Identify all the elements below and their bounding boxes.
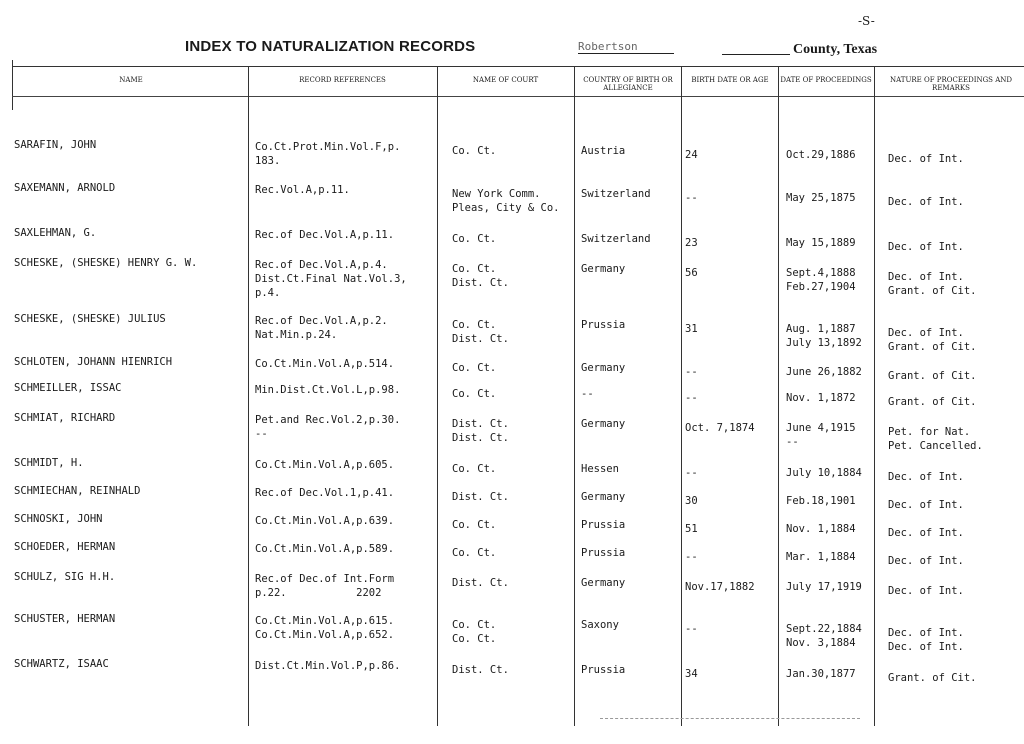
bottom-rule: [600, 718, 860, 719]
record-name: SCHMIECHAN, REINHALD: [14, 485, 141, 497]
header-date-of-proceedings: DATE OF PROCEEDINGS: [780, 76, 872, 84]
record-court: Co. Ct.: [452, 547, 497, 559]
record-name: SCHOEDER, HERMAN: [14, 541, 116, 553]
header-birth-date: BIRTH DATE OR AGE: [691, 76, 769, 84]
record-court: Co. Ct.: [452, 463, 497, 475]
record-name: SCHMIDT, H.: [14, 457, 84, 469]
county-name: Robertson: [578, 40, 674, 54]
record-reference: Rec.of Dec.Vol.1,p.41.: [255, 487, 395, 499]
record-name: SCHMIAT, RICHARD: [14, 412, 116, 424]
record-reference: Rec.of Dec.Vol.A,p.4. Dist.Ct.Final Nat.Vol.3, p.4.: [255, 259, 407, 299]
record-name: SAXEMANN, ARNOLD: [14, 182, 116, 194]
record-country: Hessen: [581, 463, 619, 475]
page-title: INDEX TO NATURALIZATION RECORDS: [185, 38, 476, 55]
record-nature: Dec. of Int. Dec. of Int.: [888, 627, 964, 653]
record-court: Dist. Ct.: [452, 491, 509, 503]
record-date: May 25,1875: [786, 192, 856, 204]
column-divider: [681, 66, 682, 726]
page-number: -S-: [858, 14, 875, 28]
column-divider: [437, 66, 438, 726]
record-nature: Dec. of Int.: [888, 471, 964, 483]
record-date: May 15,1889: [786, 237, 856, 249]
record-date: Nov. 1,1872: [786, 392, 856, 404]
record-birth: 56: [685, 267, 698, 279]
record-court: New York Comm. Pleas, City & Co.: [452, 188, 560, 214]
record-date: July 17,1919: [786, 581, 862, 593]
record-date: June 4,1915 --: [786, 422, 856, 448]
record-country: Prussia: [581, 664, 626, 676]
column-divider: [248, 66, 249, 726]
record-court: Co. Ct.: [452, 233, 497, 245]
record-court: Co. Ct.: [452, 388, 497, 400]
record-birth: 34: [685, 668, 698, 680]
record-court: Co. Ct. Dist. Ct.: [452, 263, 509, 289]
column-divider: [778, 66, 779, 726]
record-nature: Dec. of Int. Grant. of Cit.: [888, 327, 977, 353]
record-reference: Min.Dist.Ct.Vol.L,p.98.: [255, 384, 401, 396]
record-date: Oct.29,1886: [786, 149, 856, 161]
header-country-of-birth: COUNTRY OF BIRTH OR ALLEGIANCE: [583, 76, 673, 92]
county-blank-line: [722, 54, 790, 55]
record-reference: Rec.of Dec.Vol.A,p.2. Nat.Min.p.24.: [255, 315, 388, 341]
record-birth: --: [685, 467, 698, 479]
record-country: --: [581, 388, 594, 400]
record-birth: 31: [685, 323, 698, 335]
record-country: Switzerland: [581, 188, 651, 200]
column-divider: [874, 66, 875, 726]
record-nature: Dec. of Int.: [888, 499, 964, 511]
record-date: Aug. 1,1887 July 13,1892: [786, 323, 862, 349]
record-reference: Co.Ct.Min.Vol.A,p.639.: [255, 515, 395, 527]
record-reference: Rec.of Dec.Vol.A,p.11.: [255, 229, 395, 241]
left-border: [12, 60, 13, 110]
record-nature: Dec. of Int.: [888, 585, 964, 597]
record-name: SCHESKE, (SHESKE) JULIUS: [14, 313, 166, 325]
record-nature: Grant. of Cit.: [888, 370, 977, 382]
record-name: SCHWARTZ, ISAAC: [14, 658, 109, 670]
record-reference: Co.Ct.Min.Vol.A,p.615. Co.Ct.Min.Vol.A,p.652.: [255, 615, 395, 641]
record-birth: --: [685, 192, 698, 204]
record-court: Dist. Ct. Dist. Ct.: [452, 418, 509, 444]
record-court: Co. Ct. Dist. Ct.: [452, 319, 509, 345]
record-nature: Dec. of Int.: [888, 555, 964, 567]
record-date: Jan.30,1877: [786, 668, 856, 680]
record-country: Germany: [581, 418, 626, 430]
record-reference: Rec.of Dec.of Int.Form p.22. 2202: [255, 573, 395, 599]
record-court: Dist. Ct.: [452, 577, 509, 589]
record-nature: Dec. of Int. Grant. of Cit.: [888, 271, 977, 297]
county-label: County, Texas: [793, 42, 878, 57]
record-country: Saxony: [581, 619, 619, 631]
record-birth: Nov.17,1882: [685, 581, 755, 593]
record-name: SCHLOTEN, JOHANN HIENRICH: [14, 356, 173, 368]
record-country: Germany: [581, 362, 626, 374]
record-country: Prussia: [581, 319, 626, 331]
header-top-rule: [12, 66, 1024, 67]
record-birth: --: [685, 366, 698, 378]
record-reference: Dist.Ct.Min.Vol.P,p.86.: [255, 660, 401, 672]
record-birth: Oct. 7,1874: [685, 422, 755, 434]
record-date: Nov. 1,1884: [786, 523, 856, 535]
record-country: Prussia: [581, 547, 626, 559]
record-name: SARAFIN, JOHN: [14, 139, 97, 151]
record-reference: Rec.Vol.A,p.11.: [255, 184, 350, 196]
record-date: Sept.22,1884 Nov. 3,1884: [786, 623, 862, 649]
record-country: Prussia: [581, 519, 626, 531]
record-court: Co. Ct. Co. Ct.: [452, 619, 497, 645]
record-reference: Co.Ct.Min.Vol.A,p.605.: [255, 459, 395, 471]
record-court: Co. Ct.: [452, 145, 497, 157]
record-reference: Co.Ct.Min.Vol.A,p.514.: [255, 358, 395, 370]
record-date: June 26,1882: [786, 366, 862, 378]
record-court: Co. Ct.: [452, 362, 497, 374]
record-name: SCHMEILLER, ISSAC: [14, 382, 122, 394]
record-birth: 24: [685, 149, 698, 161]
record-name: SCHESKE, (SHESKE) HENRY G. W.: [14, 257, 198, 269]
record-nature: Dec. of Int.: [888, 241, 964, 253]
record-country: Germany: [581, 263, 626, 275]
record-birth: --: [685, 392, 698, 404]
record-court: Co. Ct.: [452, 519, 497, 531]
record-country: Switzerland: [581, 233, 651, 245]
header-nature-of-proceedings: NATURE OF PROCEEDINGS AND REMARKS: [890, 76, 1012, 92]
record-nature: Grant. of Cit.: [888, 672, 977, 684]
record-name: SCHNOSKI, JOHN: [14, 513, 103, 525]
record-name: SCHULZ, SIG H.H.: [14, 571, 116, 583]
record-nature: Pet. for Nat. Pet. Cancelled.: [888, 426, 983, 452]
header-record-references: RECORD REFERENCES: [299, 76, 386, 84]
record-nature: Dec. of Int.: [888, 153, 964, 165]
record-birth: --: [685, 623, 698, 635]
record-country: Germany: [581, 577, 626, 589]
record-reference: Pet.and Rec.Vol.2,p.30. --: [255, 414, 401, 440]
record-reference: Co.Ct.Prot.Min.Vol.F,p. 183.: [255, 141, 401, 167]
record-date: Mar. 1,1884: [786, 551, 856, 563]
record-country: Austria: [581, 145, 626, 157]
record-birth: 23: [685, 237, 698, 249]
record-date: Feb.18,1901: [786, 495, 856, 507]
record-date: July 10,1884: [786, 467, 862, 479]
record-nature: Grant. of Cit.: [888, 396, 977, 408]
record-nature: Dec. of Int.: [888, 196, 964, 208]
header-name: NAME: [119, 76, 143, 84]
record-birth: 51: [685, 523, 698, 535]
record-reference: Co.Ct.Min.Vol.A,p.589.: [255, 543, 395, 555]
column-divider: [574, 66, 575, 726]
record-date: Sept.4,1888 Feb.27,1904: [786, 267, 856, 293]
record-name: SAXLEHMAN, G.: [14, 227, 97, 239]
record-nature: Dec. of Int.: [888, 527, 964, 539]
record-birth: 30: [685, 495, 698, 507]
header-bottom-rule: [12, 96, 1024, 97]
header-name-of-court: NAME OF COURT: [472, 76, 539, 84]
record-birth: --: [685, 551, 698, 563]
record-name: SCHUSTER, HERMAN: [14, 613, 116, 625]
record-court: Dist. Ct.: [452, 664, 509, 676]
record-country: Germany: [581, 491, 626, 503]
